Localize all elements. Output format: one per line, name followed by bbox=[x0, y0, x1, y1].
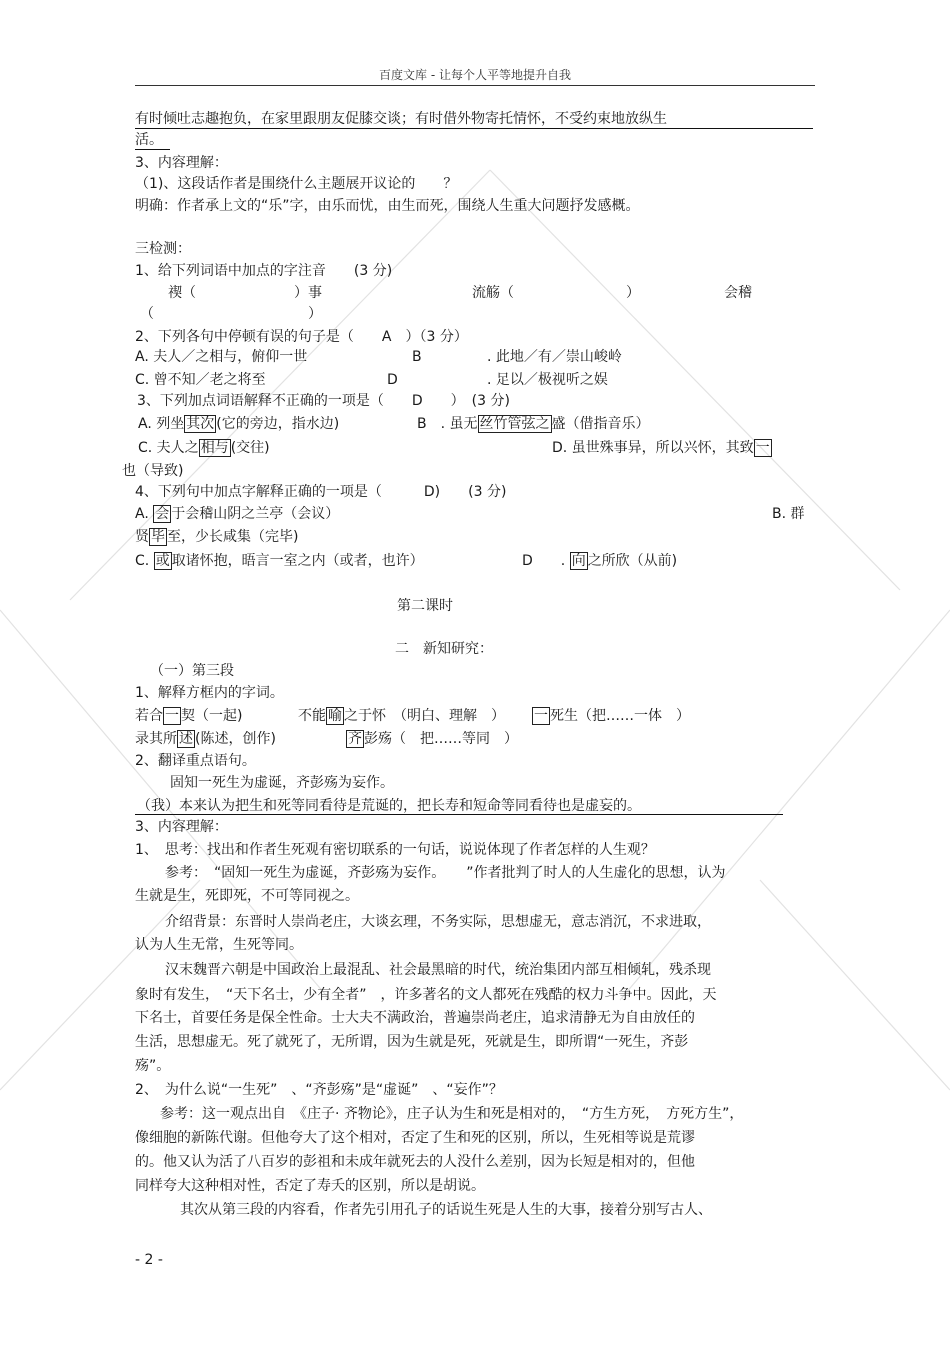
vocab-item: 一 死生（把……一体 ） bbox=[534, 708, 690, 724]
boxed-word: 喻 bbox=[328, 708, 342, 724]
text-line: （ ） bbox=[140, 306, 322, 322]
option: . 足以／极视听之娱 bbox=[487, 372, 608, 388]
question: 1、给下列词语中加点的字注音 (3 分) bbox=[135, 263, 393, 279]
option: . 此地／有／崇山峻岭 bbox=[487, 349, 622, 365]
question: 4、下列句中加点字解释正确的一项是（ D) (3 分) bbox=[135, 484, 507, 500]
boxed-word: 相与 bbox=[200, 440, 229, 456]
option: A. 夫人／之相与，俯仰一世 bbox=[135, 349, 308, 365]
option: A. 会 于会稽山阴之兰亭（会议） bbox=[135, 506, 340, 522]
text-line: 有时倾吐志趣抱负，在家里跟朋友促膝交谈；有时借外物寄托情怀，不受约束地放纵生 bbox=[135, 111, 667, 127]
text-line: 的。他又认为活了八百岁的彭祖和未成年就死去的人没什么差别，因为长短是相对的，但他 bbox=[135, 1154, 695, 1170]
vocab-item: 录其所 述 (陈述，创作) bbox=[135, 731, 276, 747]
text-line: （1)、这段话作者是围绕什么主题展开议论的 ？ bbox=[135, 176, 458, 192]
section-title: 二 新知研究： bbox=[395, 641, 493, 657]
text-line: 像细胞的新陈代谢。但他夸大了这个相对，否定了生和死的区别，所以，生死相等说是荒谬 bbox=[135, 1130, 695, 1146]
text-line: 同样夸大这种相对性，否定了寿夭的区别，所以是胡说。 bbox=[135, 1178, 485, 1194]
text-line: 生就是生，死即死，不可等同视之。 bbox=[135, 888, 359, 904]
text-line: 固知一死生为虚诞，齐彭殇为妄作。 bbox=[170, 775, 394, 791]
text-line: 参考： “固知一死生为虚诞，齐彭殇为妄作。 ”作者批判了时人的人生虚化的思想，认为 bbox=[165, 865, 726, 881]
boxed-word: 或 bbox=[155, 553, 170, 569]
text-line: 活。 bbox=[135, 132, 163, 148]
text-line: 殇”。 bbox=[135, 1058, 171, 1074]
text-line: 会稽 bbox=[724, 285, 752, 301]
text-line: 流觞（ ） bbox=[472, 285, 640, 301]
boxed-word: 一 bbox=[165, 708, 179, 724]
section-title: 三检测： bbox=[135, 241, 191, 257]
text-line: 2、 为什么说“一生死” 、“齐彭殇”是“虚诞” 、“妄作”？ bbox=[135, 1082, 503, 1098]
vocab-item: 齐 彭殇（ 把……等同 ） bbox=[348, 731, 518, 747]
text-line: （我）本来认为把生和死等同看待是荒诞的，把长寿和短命等同看待也是虚妄的。 bbox=[137, 798, 641, 814]
question: 2、下列各句中停顿有误的句子是（ A ）（3 分） bbox=[135, 329, 468, 345]
option: 贤 毕 至，少长咸集（完毕) bbox=[135, 529, 299, 545]
page-number: - 2 - bbox=[135, 1252, 163, 1268]
header-rule bbox=[135, 85, 815, 86]
text-line: 3、内容理解： bbox=[135, 155, 228, 171]
question: 3、下列加点词语解释不正确的一项是（ D ） (3 分) bbox=[137, 393, 510, 409]
text-line: 禊（ ）事 bbox=[168, 285, 322, 301]
lesson-title: 第二课时 bbox=[397, 598, 453, 614]
question: 1、解释方框内的字词。 bbox=[135, 685, 284, 701]
option: A. 列坐 其次 (它的旁边，指水边) bbox=[138, 416, 340, 432]
question: 3、内容理解： bbox=[135, 819, 228, 835]
subsection-title: （一）第三段 bbox=[150, 663, 234, 679]
option: D . 向 之所欣（从前) bbox=[522, 553, 678, 569]
text-line: 汉末魏晋六朝是中国政治上最混乱、社会最黑暗的时代，统治集团内部互相倾轧，残杀现 bbox=[165, 962, 711, 978]
text-line: 其次从第三段的内容看，作者先引用孔子的话说生死是人生的大事，接着分别写古人、 bbox=[180, 1202, 712, 1218]
text-line: 认为人生无常，生死等同。 bbox=[135, 937, 303, 953]
vocab-item: 不能 喻 之于怀 （明白、理解 ） bbox=[298, 708, 505, 724]
boxed-word: 齐 bbox=[348, 731, 362, 747]
question: 2、翻译重点语句。 bbox=[135, 753, 256, 769]
option: D bbox=[387, 372, 398, 388]
text-line: 明确：作者承上文的“乐”字，由乐而忧，由生而死，围绕人生重大问题抒发感概。 bbox=[135, 198, 640, 214]
boxed-word: 毕 bbox=[151, 529, 165, 545]
text-line: 生活，思想虚无。死了就死了，无所谓，因为生就是死，死就是生，即所谓“一死生，齐彭 bbox=[135, 1034, 689, 1050]
option: D. 虽世殊事异，所以兴怀，其致 一 bbox=[552, 440, 770, 456]
option: C. 或 取诸怀抱，晤言一室之内（或者，也许） bbox=[135, 553, 424, 569]
text-line: 也（导致) bbox=[122, 463, 184, 479]
boxed-word: 向 bbox=[571, 553, 586, 569]
page-header: 百度文库 - 让每个人平等地提升自我 bbox=[379, 68, 571, 82]
boxed-word: 会 bbox=[155, 506, 170, 522]
boxed-word: 一 bbox=[534, 708, 548, 724]
underline bbox=[135, 128, 813, 129]
text-line: 介绍背景：东晋时人崇尚老庄，大谈玄理，不务实际，思想虚无，意志消沉，不求进取， bbox=[165, 914, 711, 930]
option: C. 曾不知／老之将至 bbox=[135, 372, 266, 388]
underline bbox=[135, 814, 783, 815]
option: C. 夫人之 相与 (交往) bbox=[138, 440, 270, 456]
boxed-word: 丝竹管弦之 bbox=[479, 416, 550, 432]
text-line: 下名士，首要任务是保全性命。士大夫不满政治，普遍崇尚老庄，追求清静无为自由放任的 bbox=[135, 1010, 695, 1026]
vocab-item: 若合 一 契（一起) bbox=[135, 708, 243, 724]
option: B bbox=[412, 349, 422, 365]
text-line: 象时有发生， “天下名士，少有全者” ，许多著名的文人都死在残酷的权力斗争中。因此，天 bbox=[135, 987, 717, 1003]
boxed-word: 述 bbox=[179, 731, 193, 747]
text-line: 参考：这一观点出自 《庄子· 齐物论》，庄子认为生和死是相对的， “方生方死， 方死方生”， bbox=[160, 1106, 744, 1122]
boxed-word: 一 bbox=[755, 440, 770, 456]
option: B. 群 bbox=[772, 506, 805, 522]
option: B . 虽无 丝竹管弦之 盛（借指音乐） bbox=[417, 416, 650, 432]
text-line: 1、 思考：找出和作者生死观有密切联系的一句话，说说体现了作者怎样的人生观？ bbox=[135, 842, 655, 858]
underline bbox=[135, 149, 170, 150]
boxed-word: 其次 bbox=[186, 416, 215, 432]
